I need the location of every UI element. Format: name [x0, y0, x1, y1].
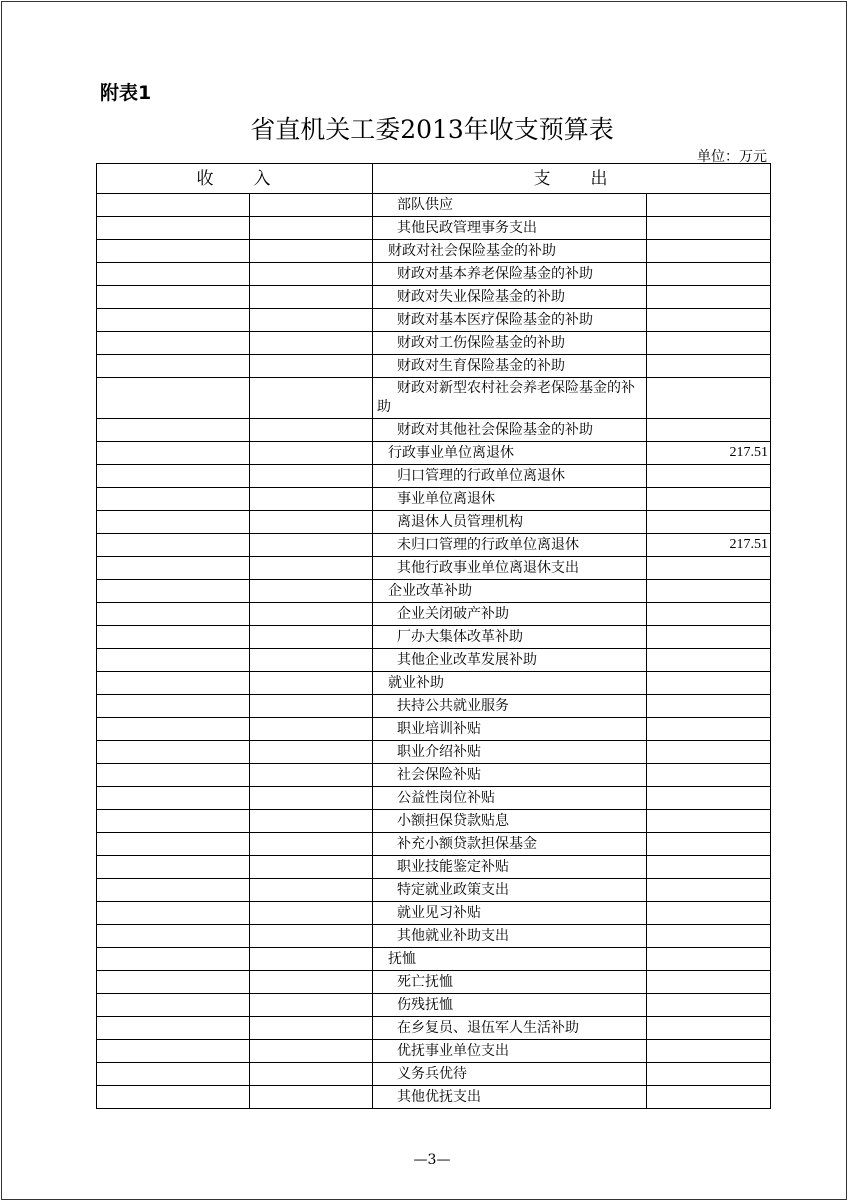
expense-amount-cell [647, 856, 771, 879]
income-amount-cell [250, 787, 373, 810]
unit-label: 单位：万元 [697, 149, 767, 165]
expense-item-cell: 补充小额贷款担保基金 [373, 833, 647, 856]
table-row [97, 603, 771, 626]
income-amount-cell [250, 309, 373, 332]
expense-item-cell: 职业介绍补贴 [373, 741, 647, 764]
income-item-cell [97, 378, 250, 419]
income-item-cell [97, 879, 250, 902]
expense-item-cell: 未归口管理的行政单位离退休 [373, 534, 647, 557]
income-amount-cell [250, 511, 373, 534]
table-row [97, 240, 771, 263]
table-row [97, 718, 771, 741]
income-amount-cell [250, 626, 373, 649]
income-amount-cell [250, 833, 373, 856]
table-row [97, 695, 771, 718]
expense-amount-cell [647, 1086, 771, 1109]
expense-item-cell: 财政对新型农村社会养老保险基金的补助 [373, 378, 647, 419]
table-row [97, 488, 771, 511]
expense-item-cell: 抚恤 [373, 948, 647, 971]
expense-amount-cell [647, 1040, 771, 1063]
annex-label: 附表1 [100, 82, 152, 104]
table-row [97, 332, 771, 355]
expense-amount-cell [647, 649, 771, 672]
income-amount-cell [250, 442, 373, 465]
income-amount-cell [250, 286, 373, 309]
income-amount-cell [250, 580, 373, 603]
expense-item-cell: 职业技能鉴定补贴 [373, 856, 647, 879]
expense-amount-cell [647, 240, 771, 263]
expense-amount-cell [647, 741, 771, 764]
income-item-cell [97, 240, 250, 263]
income-item-cell [97, 948, 250, 971]
income-amount-cell [250, 378, 373, 419]
income-amount-cell [250, 718, 373, 741]
income-item-cell [97, 925, 250, 948]
expense-amount-cell [647, 309, 771, 332]
income-item-cell [97, 332, 250, 355]
expense-item-cell: 财政对其他社会保险基金的补助 [373, 419, 647, 442]
expense-item-cell: 其他民政管理事务支出 [373, 217, 647, 240]
table-row [97, 1040, 771, 1063]
income-amount-cell [250, 672, 373, 695]
expense-item-cell: 企业关闭破产补助 [373, 603, 647, 626]
table-row [97, 626, 771, 649]
expense-item-cell: 其他就业补助支出 [373, 925, 647, 948]
table-row [97, 764, 771, 787]
table-row [97, 1017, 771, 1040]
table-row [97, 971, 771, 994]
income-item-cell [97, 695, 250, 718]
income-item-cell [97, 833, 250, 856]
expense-amount-cell [647, 810, 771, 833]
income-amount-cell [250, 948, 373, 971]
table-row [97, 672, 771, 695]
expense-amount-cell [647, 580, 771, 603]
income-amount-cell [250, 1063, 373, 1086]
expense-amount-cell [647, 787, 771, 810]
expense-item-cell: 其他优抚支出 [373, 1086, 647, 1109]
income-amount-cell [250, 741, 373, 764]
table-row [97, 580, 771, 603]
table-row [97, 309, 771, 332]
income-amount-cell [250, 764, 373, 787]
budget-table [96, 163, 771, 1109]
expense-amount-cell [647, 994, 771, 1017]
income-item-cell [97, 856, 250, 879]
expense-item-cell: 小额担保贷款贴息 [373, 810, 647, 833]
income-amount-cell [250, 355, 373, 378]
expense-amount-cell [647, 194, 771, 217]
income-item-cell [97, 263, 250, 286]
income-amount-cell [250, 649, 373, 672]
income-amount-cell [250, 994, 373, 1017]
income-amount-cell [250, 925, 373, 948]
income-item-cell [97, 488, 250, 511]
income-item-cell [97, 994, 250, 1017]
table-row [97, 1086, 771, 1109]
expense-amount-cell [647, 332, 771, 355]
income-amount-cell [250, 263, 373, 286]
table-row [97, 286, 771, 309]
table-row [97, 557, 771, 580]
expense-amount-cell [647, 971, 771, 994]
expense-amount-cell [647, 833, 771, 856]
expense-amount-cell [647, 603, 771, 626]
expense-item-cell: 财政对基本养老保险基金的补助 [373, 263, 647, 286]
expense-amount-cell [647, 948, 771, 971]
table-row [97, 833, 771, 856]
income-item-cell [97, 465, 250, 488]
expense-amount-cell [647, 925, 771, 948]
table-row [97, 442, 771, 465]
income-item-cell [97, 787, 250, 810]
expense-amount-cell: 217.51 [647, 534, 771, 557]
income-item-cell [97, 419, 250, 442]
income-item-cell [97, 902, 250, 925]
expense-item-cell: 伤残抚恤 [373, 994, 647, 1017]
expense-amount-cell [647, 419, 771, 442]
income-amount-cell [250, 1017, 373, 1040]
expense-amount-cell [647, 557, 771, 580]
expense-item-cell: 归口管理的行政单位离退休 [373, 465, 647, 488]
expense-amount-cell [647, 1017, 771, 1040]
expense-amount-cell [647, 286, 771, 309]
expense-item-cell: 其他企业改革发展补助 [373, 649, 647, 672]
expense-header: 支 出 [373, 164, 771, 194]
expense-amount-cell [647, 378, 771, 419]
expense-item-cell: 其他行政事业单位离退休支出 [373, 557, 647, 580]
table-row [97, 994, 771, 1017]
expense-item-cell: 事业单位离退休 [373, 488, 647, 511]
expense-item-cell: 公益性岗位补贴 [373, 787, 647, 810]
table-row [97, 194, 771, 217]
expense-item-cell: 财政对社会保险基金的补助 [373, 240, 647, 263]
page-number: —3— [413, 1152, 451, 1168]
income-item-cell [97, 626, 250, 649]
income-amount-cell [250, 856, 373, 879]
income-amount-cell [250, 194, 373, 217]
table-row [97, 787, 771, 810]
income-amount-cell [250, 810, 373, 833]
income-amount-cell [250, 488, 373, 511]
income-item-cell [97, 194, 250, 217]
income-amount-cell [250, 879, 373, 902]
income-amount-cell [250, 240, 373, 263]
income-item-cell [97, 557, 250, 580]
expense-item-cell: 优抚事业单位支出 [373, 1040, 647, 1063]
income-amount-cell [250, 534, 373, 557]
expense-item-cell: 在乡复员、退伍军人生活补助 [373, 1017, 647, 1040]
income-item-cell [97, 355, 250, 378]
income-amount-cell [250, 217, 373, 240]
expense-amount-cell [647, 263, 771, 286]
income-item-cell [97, 672, 250, 695]
income-item-cell [97, 1040, 250, 1063]
income-item-cell [97, 286, 250, 309]
page-title: 省直机关工委2013年收支预算表 [250, 115, 614, 144]
income-item-cell [97, 442, 250, 465]
expense-item-cell: 企业改革补助 [373, 580, 647, 603]
table-header-row [97, 164, 771, 194]
income-item-cell [97, 810, 250, 833]
table-row [97, 741, 771, 764]
table-row [97, 511, 771, 534]
table-row [97, 355, 771, 378]
table-row [97, 419, 771, 442]
income-item-cell [97, 1017, 250, 1040]
income-amount-cell [250, 603, 373, 626]
income-item-cell [97, 764, 250, 787]
expense-amount-cell [647, 672, 771, 695]
table-row [97, 948, 771, 971]
income-amount-cell [250, 1086, 373, 1109]
expense-item-cell: 财政对基本医疗保险基金的补助 [373, 309, 647, 332]
income-item-cell [97, 1086, 250, 1109]
expense-item-cell: 社会保险补贴 [373, 764, 647, 787]
income-item-cell [97, 217, 250, 240]
table-row [97, 649, 771, 672]
table-row [97, 465, 771, 488]
table-row [97, 856, 771, 879]
expense-item-cell: 就业补助 [373, 672, 647, 695]
table-row [97, 534, 771, 557]
expense-item-cell: 部队供应 [373, 194, 647, 217]
income-item-cell [97, 603, 250, 626]
income-amount-cell [250, 419, 373, 442]
expense-item-cell: 厂办大集体改革补助 [373, 626, 647, 649]
income-item-cell [97, 718, 250, 741]
income-amount-cell [250, 971, 373, 994]
expense-amount-cell [647, 718, 771, 741]
table-row [97, 879, 771, 902]
expense-amount-cell [647, 465, 771, 488]
income-amount-cell [250, 1040, 373, 1063]
expense-item-cell: 扶持公共就业服务 [373, 695, 647, 718]
table-row [97, 810, 771, 833]
expense-amount-cell [647, 764, 771, 787]
expense-amount-cell [647, 217, 771, 240]
income-item-cell [97, 511, 250, 534]
expense-item-cell: 职业培训补贴 [373, 718, 647, 741]
income-item-cell [97, 649, 250, 672]
income-item-cell [97, 741, 250, 764]
income-item-cell [97, 971, 250, 994]
expense-amount-cell [647, 488, 771, 511]
income-item-cell [97, 534, 250, 557]
expense-item-cell: 离退休人员管理机构 [373, 511, 647, 534]
expense-item-cell: 财政对生育保险基金的补助 [373, 355, 647, 378]
income-amount-cell [250, 902, 373, 925]
expense-amount-cell [647, 355, 771, 378]
expense-item-cell: 行政事业单位离退休 [373, 442, 647, 465]
income-amount-cell [250, 332, 373, 355]
expense-amount-cell [647, 902, 771, 925]
table-row [97, 263, 771, 286]
expense-item-cell: 特定就业政策支出 [373, 879, 647, 902]
table-row [97, 378, 771, 419]
expense-amount-cell [647, 879, 771, 902]
table-row [97, 925, 771, 948]
income-amount-cell [250, 695, 373, 718]
table-row [97, 1063, 771, 1086]
expense-item-cell: 财政对工伤保险基金的补助 [373, 332, 647, 355]
income-header: 收 入 [97, 164, 373, 194]
expense-item-cell: 死亡抚恤 [373, 971, 647, 994]
expense-amount-cell [647, 626, 771, 649]
table-row [97, 902, 771, 925]
income-item-cell [97, 309, 250, 332]
expense-amount-cell [647, 695, 771, 718]
expense-amount-cell [647, 1063, 771, 1086]
table-row [97, 217, 771, 240]
income-item-cell [97, 580, 250, 603]
expense-item-cell: 财政对失业保险基金的补助 [373, 286, 647, 309]
expense-amount-cell: 217.51 [647, 442, 771, 465]
income-amount-cell [250, 557, 373, 580]
expense-item-cell: 义务兵优待 [373, 1063, 647, 1086]
expense-item-cell: 就业见习补贴 [373, 902, 647, 925]
expense-amount-cell [647, 511, 771, 534]
income-amount-cell [250, 465, 373, 488]
income-item-cell [97, 1063, 250, 1086]
